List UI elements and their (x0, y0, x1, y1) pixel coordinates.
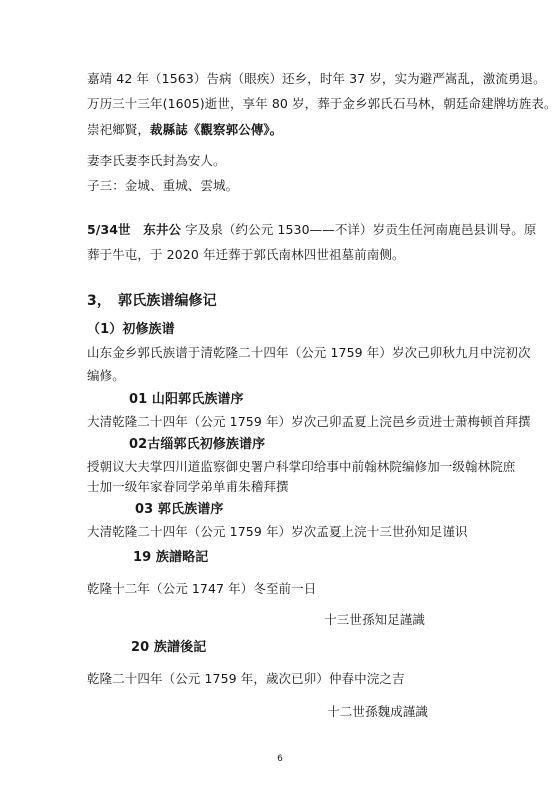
entry-line: 乾隆二十四年（公元 1759 年，歲次已卯）仲春中浣之吉 (87, 671, 405, 686)
entry-signature: 十三世孫知足謹識 (324, 612, 425, 627)
entry-line: 大清乾隆二十四年（公元 1759 年）岁次孟夏上浣十三世孙知足谨识 (87, 524, 468, 539)
entry-line: 士加一级年家眷同学弟单甫朱稽拜撰 (87, 479, 289, 494)
paragraph3-line1: 子三：金城、重城、雲城。 (87, 178, 239, 193)
entry-signature: 十二世孫魏成謹識 (327, 704, 428, 719)
entry-heading: 01 山阳郭氏族谱序 (129, 392, 244, 407)
section-intro-line1: 山东金乡郭氏族谱于清乾隆二十四年（公元 1759 年）岁次己卯秋九月中浣初次 (87, 345, 531, 360)
paragraph1-line3-prefix: 崇祀鄉賢， (87, 122, 151, 137)
generation-line1 (87, 222, 536, 238)
subsection-title: （1）初修族谱 (87, 322, 175, 337)
entry-heading: 19 族譜略記 (133, 550, 209, 565)
generation-text1: 字及泉（约公元 1530——不详）岁贡生任河南鹿邑县训导。原 (181, 222, 537, 237)
paragraph1-line3 (87, 122, 282, 138)
paragraph2-line1: 妻李氏妻李氏封為安人。 (87, 153, 226, 168)
section-title: 3， 郭氏族谱编修记 (87, 293, 217, 309)
section-intro-line2: 编修。 (87, 368, 125, 383)
generation-line2: 葬于牛屯，于 2020 年迁葬于郭氏南林四世祖墓前南侧。 (87, 247, 405, 262)
entry-line: 大清乾隆二十四年（公元 1759 年）岁次己卯孟夏上浣邑乡贡进士萧梅顿首拜撰 (87, 414, 531, 429)
entry-heading: 03 郭氏族谱序 (135, 502, 224, 517)
page-number: 6 (277, 754, 283, 764)
paragraph1-line3-bold: 裁縣誌《觀察郭公傳》。 (150, 122, 283, 137)
entry-line: 乾隆十二年（公元 1747 年）冬至前一日 (87, 581, 317, 596)
entry-line: 授朝议大夫掌四川道监察御史署户科掌印给事中前翰林院编修加一级翰林院庶 (87, 459, 516, 474)
entry-heading: 20 族譜後記 (131, 640, 207, 655)
entry-heading: 02古缁郭氏初修族谱序 (129, 437, 266, 452)
generation-label: 5/34世 东井公 (87, 222, 182, 237)
paragraph1-line1: 嘉靖 42 年（1563）告病（眼疾）还乡，时年 37 岁，实为避严嵩乱，激流勇退。 (87, 71, 546, 86)
paragraph1-line2: 万历三十三年(1605)逝世，享年 80 岁，葬于金乡郭氏石马林，朝廷命建牌坊旌表。 (87, 96, 557, 111)
